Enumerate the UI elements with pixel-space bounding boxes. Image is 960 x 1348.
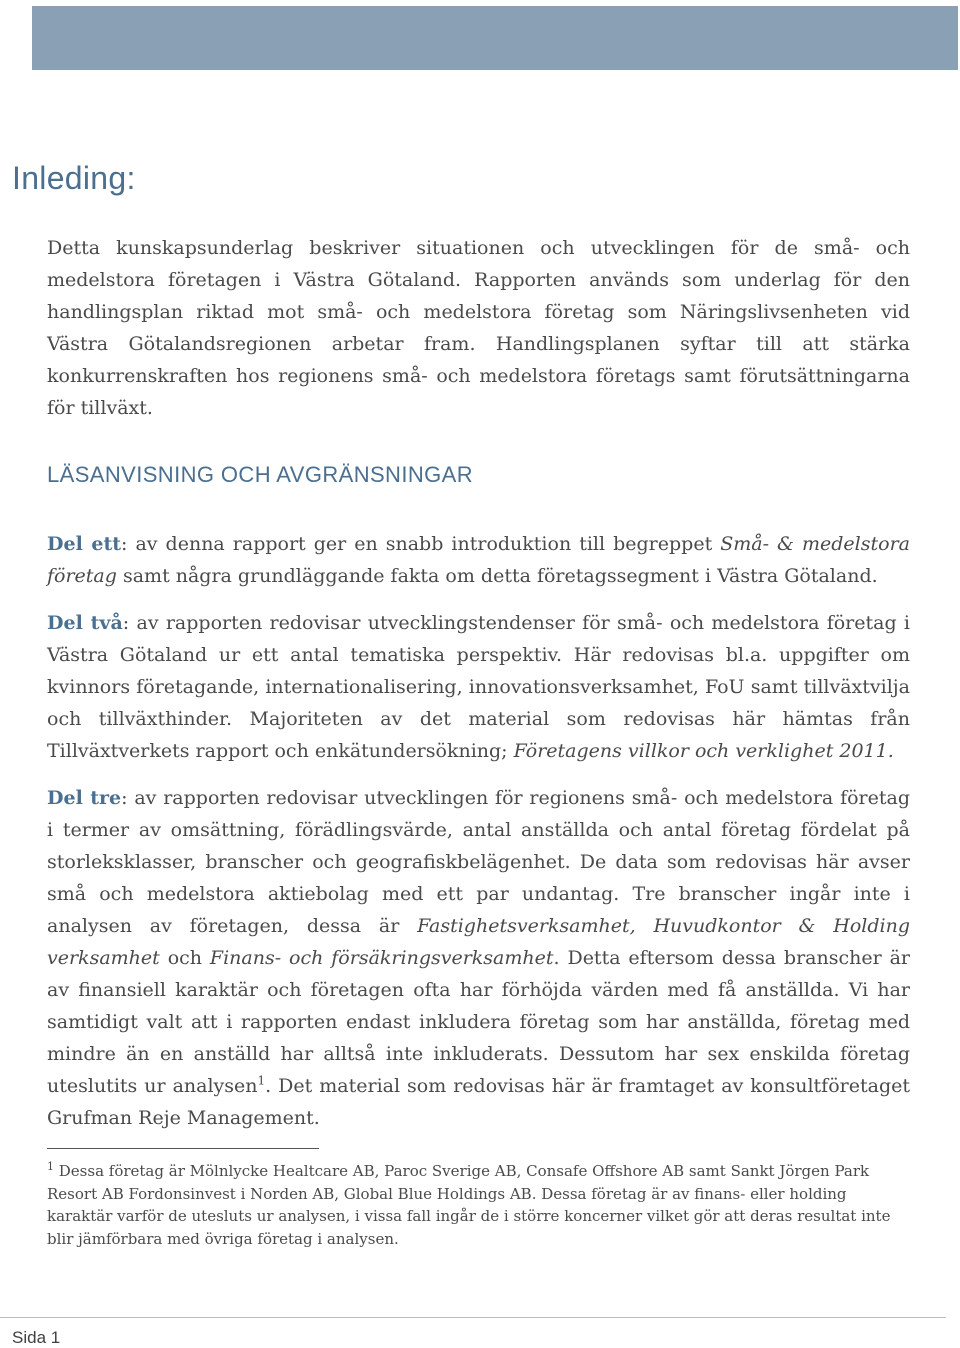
part-three-text: : av rapporten redovisar utvecklingen för regionens små- och medelstora företag i termer av omsättning, förädlingsvärde, antal anställda och antal företag fördelat på storleksklasser, branscher och geografiskbelägenhet. De data som redovisas här avser små och medelstora aktiebolag med ett par undantag. Tre branscher ingår inte i analysen av företagen, dessa är [47, 787, 910, 937]
part-two-source: Företagens villkor och verklighet 2011. [513, 740, 894, 762]
part-two-paragraph [47, 607, 910, 767]
part-three-finance-sector: Finans- och försäkringsverksamhet [209, 947, 554, 969]
section-title: LÄSANVISNING OCH AVGRÄNSNINGAR [47, 462, 474, 487]
footnote-text: Dessa företag är Mölnlycke Healtcare AB, Paroc Sverige AB, Consafe Offshore AB samt Sankt Jörgen Park Resort AB Fordonsinvest i Norden AB, Global Blue Holdings AB. Dessa företag är av finans- eller holding karaktär varför de utesluts ur analysen, i vissa fall ingår de i större koncerner vilket gör att deras resultat inte blir jämförbara med övriga företag i analysen. [47, 1162, 891, 1248]
part-one-text: : av denna rapport ger en snabb introduktion till begreppet [121, 533, 721, 555]
footnote [47, 1160, 910, 1250]
part-one-label: Del ett [47, 533, 122, 555]
part-three-label: Del tre [47, 787, 122, 809]
footnote-divider [47, 1148, 319, 1149]
part-two-text: : av rapporten redovisar utvecklingstendenser för små- och medelstora företag i Västra Götaland ur ett antal tematiska perspektiv. Här redovisas bl.a. uppgifter om kvinnors företagande, internationalisering, innovationsverksamhet, FoU samt tillväxtvilja och tillväxthinder. Majoriteten av det material som redovisas här hämtas från Tillväxtverkets rapport och enkätundersökning; [47, 612, 911, 762]
part-three-text-middle: . Detta eftersom dessa branscher är av finansiell karaktär och företagen ofta har förhöjda värden med få anställda. Vi har samtidigt valt att i rapporten endast inkludera företag som har anställda, företag med mindre än en anställd har alltså inte inkluderats. Dessutom har sex enskilda företag uteslutits ur analysen [47, 947, 910, 1097]
page-number: Sida 1 [12, 1328, 61, 1347]
part-three-paragraph [47, 782, 910, 1134]
header-banner [32, 6, 958, 70]
page-footer-divider [0, 1317, 946, 1318]
intro-paragraph: Detta kunskapsunderlag beskriver situationen och utvecklingen för de små- och medelstora företagen i Västra Götaland. Rapporten används som underlag för den handlingsplan riktad mot små- och medelstora företag som Näringslivsenheten vid Västra Götalandsregionen arbetar fram. Handlingsplanen syftar till att stärka konkurrenskraften hos regionens små- och medelstora företags samt förutsättningarna för tillväxt. [47, 237, 910, 419]
footnote-reference[interactable]: 1 [257, 1073, 266, 1088]
part-three-sectors: Fastighetsverksamhet, Huvudkontor & Holding verksamhet [47, 915, 910, 969]
part-three-connector: och [159, 947, 210, 969]
part-one-text-end: samt några grundläggande fakta om detta företagssegment i Västra Götaland. [116, 565, 878, 587]
page-title: Inleding: [12, 160, 136, 196]
part-three-text-end: . Det material som redovisas här är framtaget av konsultföretaget Grufman Reje Management. [47, 1075, 910, 1129]
part-one-paragraph [47, 528, 910, 592]
footnote-number: 1 [47, 1160, 54, 1173]
part-one-term: Små- & medelstora företag [47, 533, 910, 587]
part-two-label: Del två [47, 612, 123, 634]
